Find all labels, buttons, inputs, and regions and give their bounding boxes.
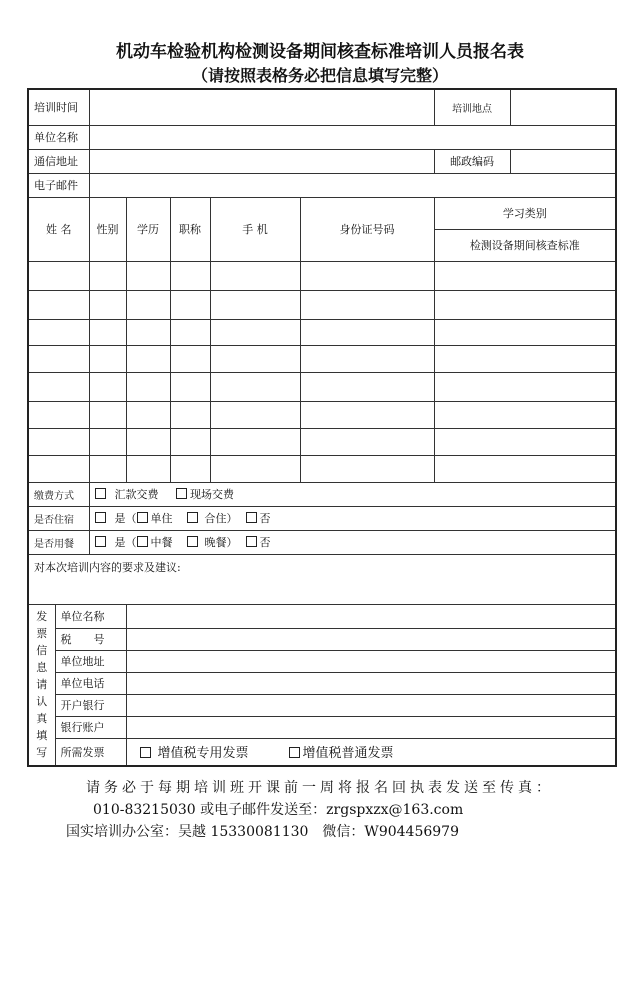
inv-bank-field[interactable] xyxy=(126,694,616,716)
table-row xyxy=(28,401,616,428)
table-row xyxy=(28,455,616,482)
col-name-header: 姓 名 xyxy=(28,197,89,261)
col-phone-header: 手 机 xyxy=(210,197,300,261)
checkbox[interactable] xyxy=(137,536,148,547)
meal-yes: 是（ xyxy=(114,536,137,549)
col-title-header: 职称 xyxy=(170,197,210,261)
company-name-label: 单位名称 xyxy=(28,125,89,149)
lodging-single: 单住 xyxy=(150,512,173,525)
footer-contact-office: 国实培训办公室：吴越 15330081130 微信：W904456979 xyxy=(66,824,459,840)
checkbox[interactable] xyxy=(95,536,106,547)
training-time-field[interactable] xyxy=(89,89,434,125)
meal-label: 是否用餐 xyxy=(28,530,89,554)
checkbox[interactable] xyxy=(246,512,257,523)
inv-phone-label: 单位电话 xyxy=(55,672,126,694)
email-label: 电子邮件 xyxy=(28,173,89,197)
postcode-field[interactable] xyxy=(510,149,616,173)
inv-needed-label: 所需发票 xyxy=(55,738,126,766)
training-place-label: 培训地点 xyxy=(434,89,510,125)
table-row xyxy=(28,261,616,290)
lodging-yes: 是（ xyxy=(114,512,137,525)
lodging-shared: 合住） xyxy=(204,512,238,525)
lodging-no: 否 xyxy=(259,512,271,525)
registration-form xyxy=(27,88,617,767)
checkbox[interactable] xyxy=(95,512,106,523)
meal-no: 否 xyxy=(259,536,271,549)
inv-account-field[interactable] xyxy=(126,716,616,738)
table-row xyxy=(28,345,616,372)
table-row xyxy=(28,428,616,455)
postcode-label: 邮政编码 xyxy=(434,149,510,173)
checkbox[interactable] xyxy=(187,512,198,523)
address-field[interactable] xyxy=(89,149,434,173)
meal-options xyxy=(89,530,616,554)
inv-account-label: 银行账户 xyxy=(55,716,126,738)
checkbox[interactable] xyxy=(140,747,151,758)
checkbox[interactable] xyxy=(137,512,148,523)
inv-address-label: 单位地址 xyxy=(55,650,126,672)
requirements-field[interactable] xyxy=(28,554,616,604)
meal-lunch: 中餐 xyxy=(150,536,173,549)
inv-general: 增值税普通发票 xyxy=(302,746,394,762)
payment-onsite: 现场交费 xyxy=(190,488,234,501)
meal-dinner: 晚餐） xyxy=(204,536,238,549)
table-row xyxy=(28,372,616,401)
email-field[interactable] xyxy=(89,173,616,197)
checkbox[interactable] xyxy=(289,747,300,758)
invoice-side-label: 发 票 信 息 请 认 真 填 写 xyxy=(28,604,55,766)
payment-options xyxy=(89,482,616,506)
checkbox[interactable] xyxy=(246,536,257,547)
inv-phone-field[interactable] xyxy=(126,672,616,694)
page-title: 机动车检验机构检测设备期间核查标准培训人员报名表 xyxy=(116,42,524,62)
training-time-label: 培训时间 xyxy=(28,89,89,125)
inv-special: 增值税专用发票 xyxy=(157,746,249,762)
footer-contact-fax: 010-83215030 或电子邮件发送至：zrgspxzx@163.com xyxy=(93,802,464,818)
inv-needed-options xyxy=(126,738,616,766)
col-study-type-value: 检测设备期间核查标准 xyxy=(434,229,616,261)
inv-company-label: 单位名称 xyxy=(55,604,126,628)
checkbox[interactable] xyxy=(187,536,198,547)
table-row xyxy=(28,319,616,345)
address-label: 通信地址 xyxy=(28,149,89,173)
company-name-field[interactable] xyxy=(89,125,616,149)
col-education-header: 学历 xyxy=(126,197,170,261)
inv-bank-label: 开户银行 xyxy=(55,694,126,716)
inv-company-field[interactable] xyxy=(126,604,616,628)
col-gender-header: 性别 xyxy=(89,197,126,261)
training-place-field[interactable] xyxy=(510,89,616,125)
page-subtitle: （请按照表格务必把信息填写完整） xyxy=(191,66,448,85)
requirements-label: 对本次培训内容的要求及建议: xyxy=(34,560,181,574)
checkbox[interactable] xyxy=(176,488,187,499)
inv-tax-field[interactable] xyxy=(126,628,616,650)
lodging-options xyxy=(89,506,616,530)
inv-address-field[interactable] xyxy=(126,650,616,672)
lodging-label: 是否住宿 xyxy=(28,506,89,530)
payment-remit: 汇款交费 xyxy=(114,488,159,501)
inv-tax-label: 税 号 xyxy=(55,628,126,650)
checkbox[interactable] xyxy=(95,488,106,499)
table-row xyxy=(28,290,616,319)
col-id-header: 身份证号码 xyxy=(300,197,434,261)
col-study-type-header: 学习类别 xyxy=(434,197,616,229)
payment-label: 缴费方式 xyxy=(28,482,89,506)
footer-instruction: 请务必于每期培训班开课前一周将报名回执表发送至传真： xyxy=(86,780,554,796)
